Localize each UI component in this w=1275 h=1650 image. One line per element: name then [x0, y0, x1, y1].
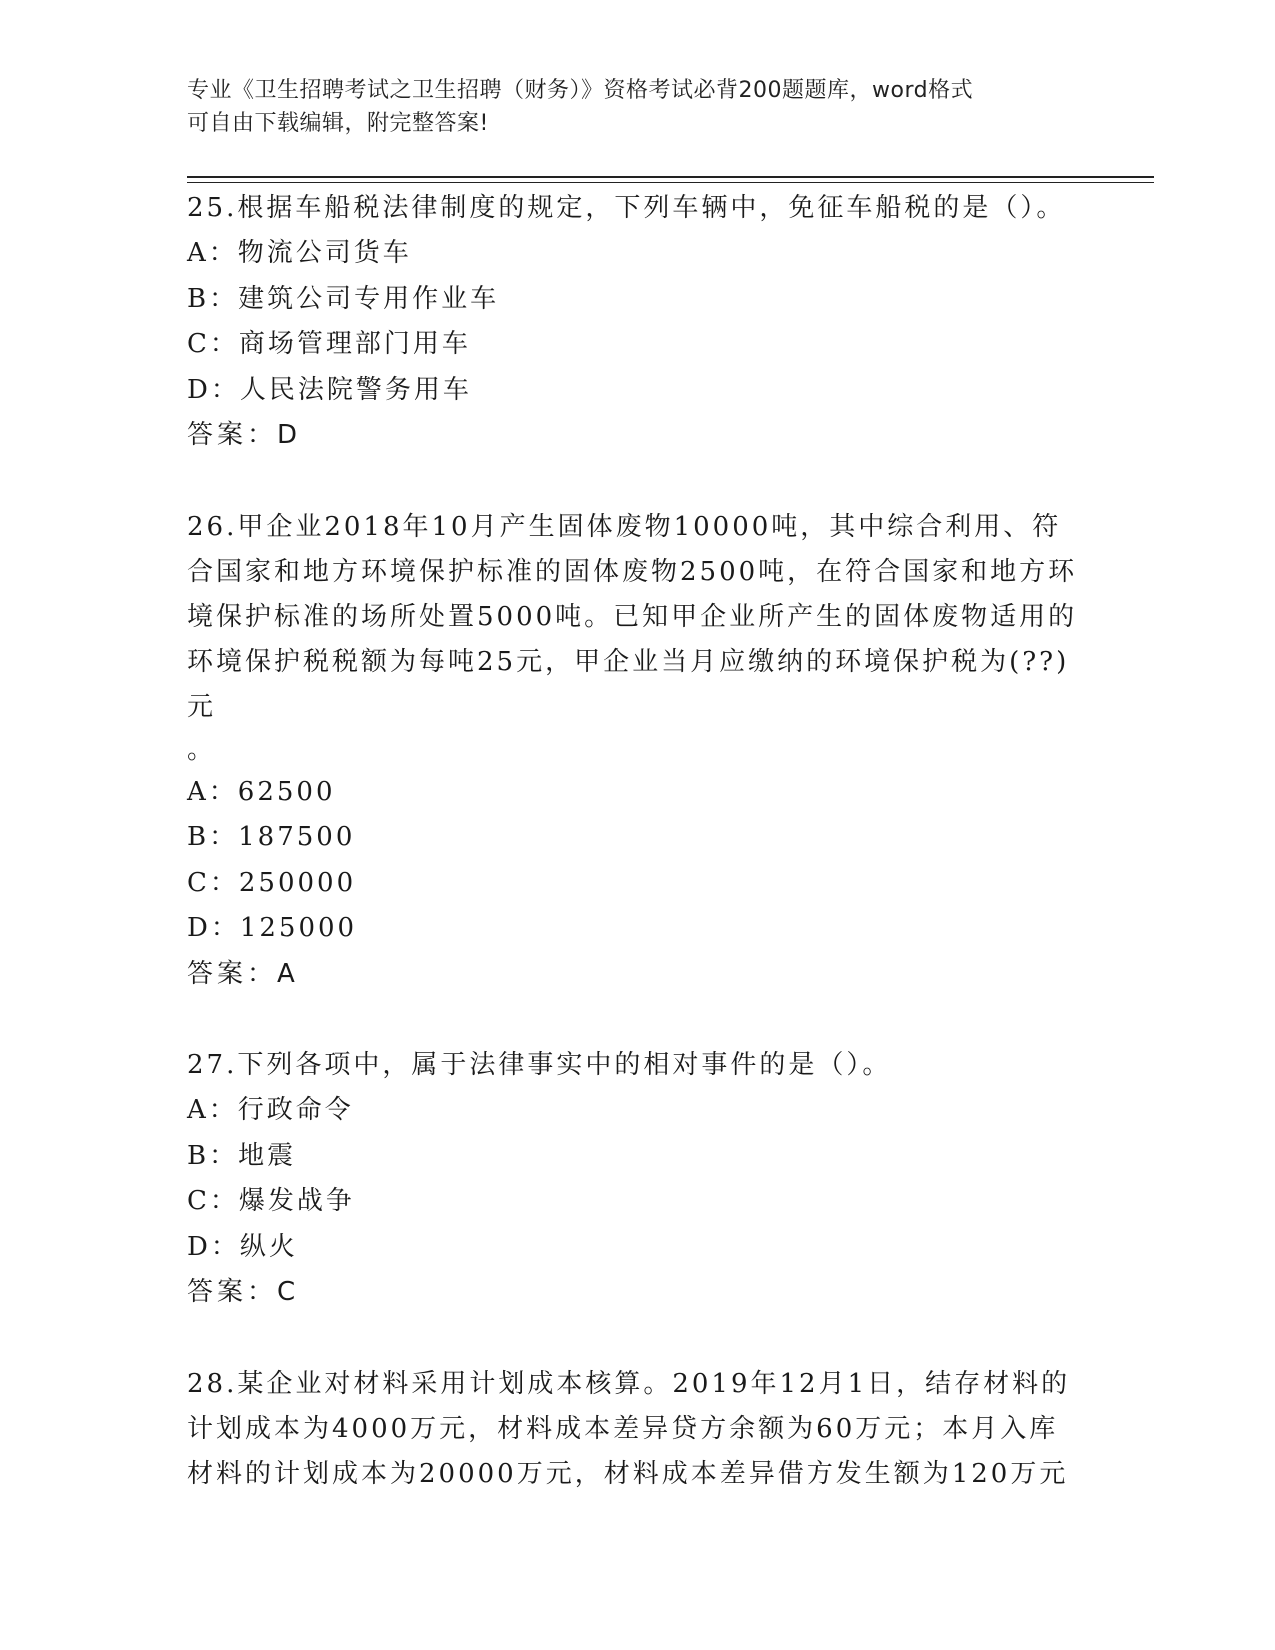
answer-value: A	[277, 958, 297, 989]
option-b: B：187500	[187, 822, 356, 852]
answer-value: D	[277, 420, 300, 450]
option-c: C：爆发战争	[187, 1186, 355, 1216]
header-line-1: 专业《卫生招聘考试之卫生招聘（财务）》资格考试必背200题题库，word格式	[187, 78, 974, 103]
option-b: B：地震	[187, 1140, 297, 1171]
option-d: D：人民法院警务用车	[187, 374, 472, 405]
answer-line	[187, 1270, 1087, 1316]
question-26	[187, 505, 1087, 998]
answer-line	[187, 413, 1087, 459]
header-rule-thick	[187, 176, 1154, 178]
question-list	[187, 186, 1087, 1543]
header-rule-thin	[187, 182, 1154, 183]
question-stem: 27.下列各项中，属于法律事实中的相对事件的是（）。	[187, 1050, 892, 1080]
answer-label: 答案：	[187, 420, 278, 450]
option-a: A：物流公司货车	[187, 238, 412, 268]
option-c: C：250000	[187, 867, 357, 898]
option-a: A：62500	[187, 776, 336, 807]
document-header	[187, 74, 1067, 140]
question-27	[187, 1043, 1087, 1316]
option-d: D：125000	[187, 913, 358, 943]
answer-line	[187, 952, 1087, 998]
question-25	[187, 186, 1087, 459]
answer-value: C	[277, 1277, 298, 1307]
answer-label: 答案：	[187, 1277, 278, 1307]
question-stem: 26.甲企业2018年10月产生固体废物10000吨，其中综合利用、符合国家和地方环境保护标准的固体废物2500吨，在符合国家和地方环境保护标准的场所处置5000吨。已知甲企业所产生的固体废物适用的环境保护税税额为每吨25元，甲企业当月应缴纳的环境保护税为(??)元	[187, 511, 1078, 722]
option-c: C：商场管理部门用车	[187, 329, 471, 359]
answer-label: 答案：	[187, 958, 278, 989]
option-b: B：建筑公司专用作业车	[187, 283, 500, 314]
question-stem: 25.根据车船税法律制度的规定，下列车辆中，免征车船税的是（）。	[187, 193, 1066, 223]
question-stem-tail: 。	[187, 734, 214, 765]
question-28	[187, 1362, 1087, 1497]
option-d: D：纵火	[187, 1231, 298, 1262]
question-stem: 28.某企业对材料采用计划成本核算。2019年12月1日，结存材料的计划成本为4000万元，材料成本差异贷方余额为60万元；本月入库材料的计划成本为20000万元，材料成本差异借方发生额为120万元	[187, 1368, 1071, 1489]
option-a: A：行政命令	[187, 1095, 354, 1125]
header-line-2: 可自由下载编辑，附完整答案!	[187, 111, 489, 136]
